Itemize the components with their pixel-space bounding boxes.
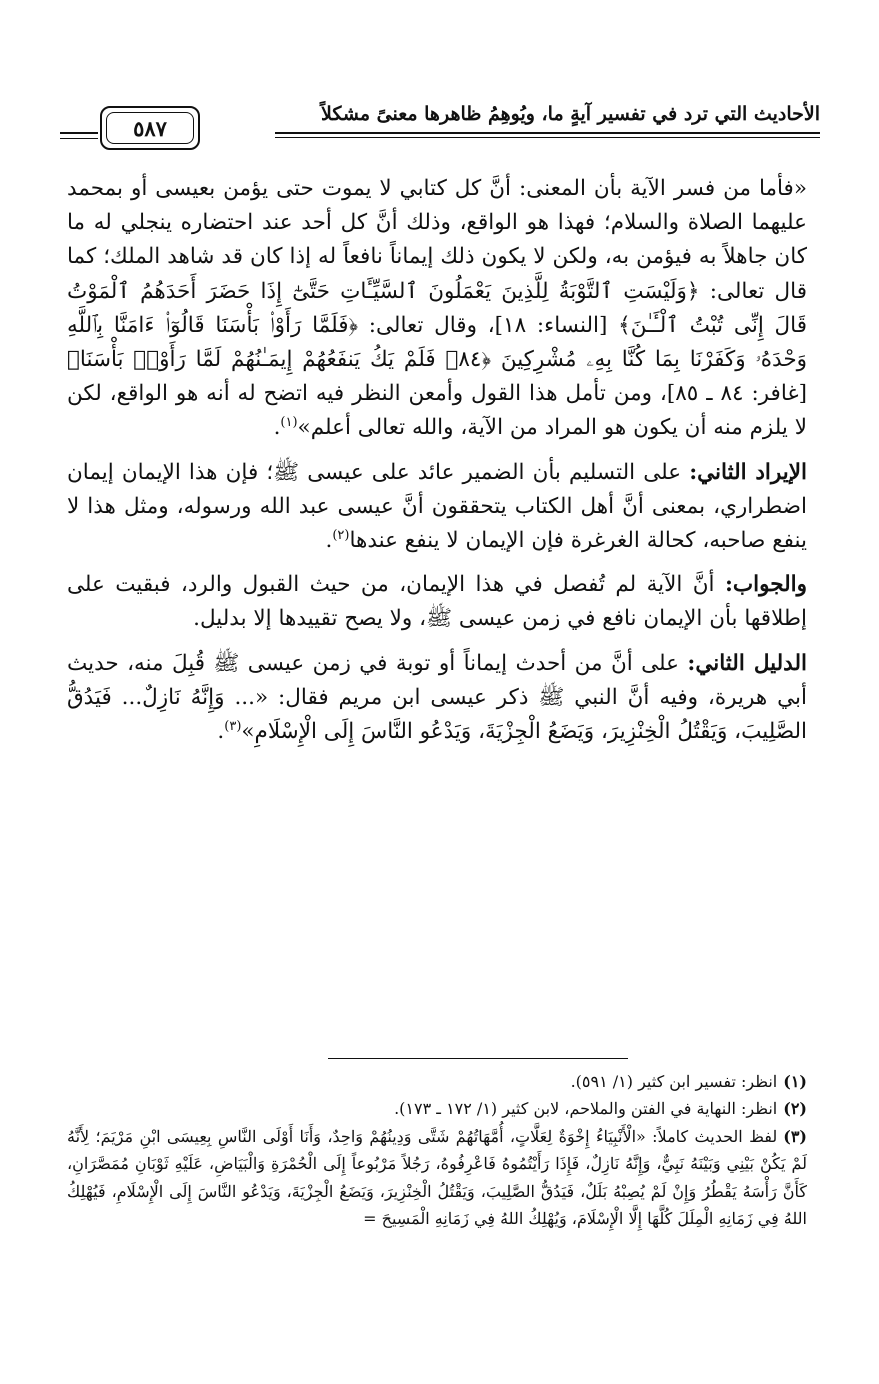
paragraph-tail: . — [273, 415, 281, 441]
footnote — [67, 1123, 807, 1233]
paragraph-text: أنَّ الآية لم تُفصل في هذا الإيمان، من حيث القبول والرد، فبقيت على إطلاقها بأن الإيمان نافع في زمن عيسى ﷺ، ولا يصح تقييدها إلا بدليل. — [67, 572, 807, 632]
paragraph-text: على أنَّ من أحدث إيماناً أو توبة في زمن عيسى ﷺ قُبِلَ منه، حديث أبي هريرة، وفيه أنَّ النبي ﷺ ذكر عيسى ابن مريم فقال: «... وَإِنَّهُ نَازِلٌ... فَيَدُقُّ الصَّلِيبَ، وَيَقْتُلُ الْخِنْزِيرَ، وَيَضَعُ الْجِزْيَةَ، وَيَدْعُو النَّاسَ إِلَى الْإِسْلَامِ» — [67, 650, 807, 745]
footnote — [67, 1095, 807, 1122]
footnote-number: (٣) — [783, 1126, 807, 1146]
header-rule-left — [60, 132, 98, 139]
footnotes — [67, 1068, 807, 1232]
paragraph-tail: . — [217, 719, 225, 745]
footnote — [67, 1068, 807, 1095]
header-rule — [275, 132, 820, 134]
paragraph — [67, 568, 807, 636]
page-number-frame — [100, 106, 200, 150]
paragraph-text: على التسليم بأن الضمير عائد على عيسى ﷺ؛ فإن هذا الإيمان إيمان اضطراري، بمعنى أنَّ أهل الكتاب يتحققون أنَّ عيسى عبد الله ورسوله، ومثل هذا لا ينفع صاحبه، كحالة الغرغرة فإن الإيمان لا ينفع عندها — [67, 459, 807, 554]
main-text — [67, 172, 807, 749]
footnote-text: لفظ الحديث كاملاً: «الْأَنْبِيَاءُ إِخْوَةٌ لِعَلَّاتٍ، أُمَّهَاتُهُمْ شَتَّى وَدِينُهُمْ وَاحِدٌ، وَأَنَا أَوْلَى النَّاسِ بِعِيسَى ابْنِ مَرْيَمَ؛ لِأَنَّهُ لَمْ يَكُنْ بَيْنِي وَبَيْنَهُ نَبِيٌّ، وَإِنَّهُ نَازِلٌ، فَإِذَا رَأَيْتُمُوهُ فَاعْرِفُوهُ، رَجُلاً مَرْبُوعاً إِلَى الْحُمْرَةِ وَالْبَيَاضِ، عَلَيْهِ ثَوْبَانِ مُمَصَّرَانِ، كَأَنَّ رَأْسَهُ يَقْطُرُ وَإِنْ لَمْ يُصِبْهُ بَلَلٌ، فَيَدُقُّ الصَّلِيبَ، وَيَقْتُلُ الْخِنْزِيرَ، وَيَضَعُ الْجِزْيَةَ، وَيَدْعُو النَّاسَ إِلَى الْإِسْلَامِ، فَيُهْلِكُ اللهُ فِي زَمَانِهِ الْمِلَلَ كُلَّهَا إِلَّا الْإِسْلَامَ، وَيُهْلِكُ اللهُ فِي زَمَانِهِ الْمَسِيحَ = — [67, 1126, 807, 1229]
header-rule-thin — [275, 137, 820, 138]
paragraph-lead: الدليل الثاني: — [687, 650, 807, 676]
running-header — [60, 98, 820, 150]
paragraph-text: «فأما من فسر الآية بأن المعنى: أنَّ كل كتابي لا يموت حتى يؤمن بعيسى أو بمحمد عليهما الصلاة والسلام؛ فهذا هو الواقع، وذلك أنَّ كل أحد عند احتضاره ينجلي له ما كان جاهلاً به فيؤمن به، ولكن لا يكون ذلك إيماناً نافعاً له إذا كان قد شاهد الملك؛ كما قال تعالى: ﴿وَلَيْسَتِ ٱلتَّوْبَةُ لِلَّذِينَ يَعْمَلُونَ ٱلسَّيِّـَٔاتِ حَتَّىٰٓ إِذَا حَضَرَ أَحَدَهُمُ ٱلْمَوْتُ قَالَ إِنِّى تُبْتُ ٱلْـَٔـٰنَ﴾ [النساء: ١٨]، وقال تعالى: ﴿فَلَمَّا رَأَوْا۟ بَأْسَنَا قَالُوٓا۟ ءَامَنَّا بِٱللَّهِ وَحْدَهُۥ وَكَفَرْنَا بِمَا كُنَّا بِهِۦ مُشْرِكِينَ ﴿٨٤﴾ فَلَمْ يَكُ يَنفَعُهُمْ إِيمَـٰنُهُمْ لَمَّا رَأَوْا۟ بَأْسَنَا﴾ [غافر: ٨٤ ـ ٨٥]، ومن تأمل هذا القول وأمعن النظر فيه اتضح له أنه هو الواقع، لكن لا يلزم منه أن يكون هو المراد من الآية، والله تعالى أعلم» — [67, 176, 808, 441]
footnote-text: انظر: تفسير ابن كثير (١/ ٥٩١). — [570, 1072, 778, 1091]
footnote-number: (١) — [783, 1072, 807, 1091]
footnote-text: انظر: النهاية في الفتن والملاحم، لابن كثير (١/ ١٧٢ ـ ١٧٣). — [394, 1099, 778, 1119]
page-number: ٥٨٧ — [106, 112, 194, 144]
paragraph-tail: . — [325, 528, 333, 554]
footnote-ref[interactable]: (٣) — [224, 718, 242, 734]
running-title: الأحاديث التي ترد في تفسير آيةٍ ما، ويُوهِمُ ظاهرها معنىً مشكلاً — [321, 103, 820, 125]
footnote-ref[interactable]: (٢) — [332, 527, 350, 543]
paragraph-lead: والجواب: — [724, 572, 807, 598]
paragraph — [67, 172, 807, 446]
paragraph — [67, 647, 807, 750]
footnote-separator — [328, 1058, 628, 1059]
footnote-ref[interactable]: (١) — [280, 415, 298, 431]
paragraph — [67, 456, 807, 559]
paragraph-lead: الإيراد الثاني: — [689, 459, 807, 485]
footnote-number: (٢) — [783, 1099, 807, 1119]
